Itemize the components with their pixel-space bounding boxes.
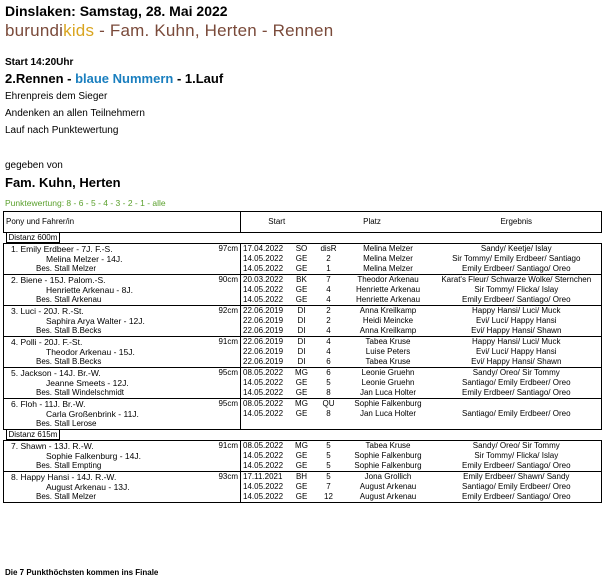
result-driver: Henriette Arkenau — [345, 295, 432, 306]
driver-cell — [4, 316, 241, 326]
result-podium: Emily Erdbeer/ Santiago/ Oreo — [432, 295, 602, 306]
table-row — [4, 492, 602, 503]
result-venue: DI — [297, 306, 306, 315]
result-place: 7 — [326, 275, 331, 284]
driver-name: Carla Großenbrink - 11J. — [46, 409, 139, 419]
driver-cell — [4, 451, 241, 461]
table-row — [4, 419, 602, 430]
driver-cell — [4, 285, 241, 295]
result-podium: Evi/ Happy Hansi/ Shawn — [432, 357, 602, 368]
brand-part-b: kids — [63, 21, 95, 40]
result-driver: Jona Grollich — [364, 472, 412, 481]
pony-height: 91cm — [218, 337, 238, 346]
result-driver: Jan Luca Holter — [359, 409, 417, 418]
pony-cell — [4, 399, 241, 410]
result-podium: Sandy/ Oreo/ Sir Tommy — [432, 441, 602, 452]
result-date: 14.05.2022 — [241, 461, 291, 472]
results-table — [3, 211, 602, 503]
driver-name: Saphira Arya Walter - 12J. — [46, 316, 145, 326]
table-row — [4, 347, 602, 357]
result-place: 5 — [326, 378, 331, 387]
result-venue — [291, 419, 313, 430]
stable-cell — [4, 461, 241, 472]
result-venue: GE — [291, 461, 313, 472]
distance-label: Distanz 600m — [6, 233, 61, 244]
header-start: Start — [241, 212, 313, 233]
pony-name: 2. Biene - 15J. Palom.-S. — [11, 275, 106, 285]
result-driver: Tabea Kruse — [345, 357, 432, 368]
result-podium: Sir Tommy/ Flicka/ Islay — [432, 451, 602, 461]
driver-name: Henriette Arkenau - 8J. — [46, 285, 133, 295]
result-date: 22.06.2019 — [241, 337, 291, 348]
result-podium: Emily Erdbeer/ Santiago/ Oreo — [432, 264, 602, 275]
table-row — [4, 285, 602, 295]
result-podium: Happy Hansi/ Luci/ Muck — [432, 306, 602, 317]
result-place: 2 — [326, 306, 331, 315]
driver-cell — [4, 482, 241, 492]
table-row — [4, 295, 602, 306]
result-driver: Sophie Falkenburg — [354, 399, 422, 408]
header-pony: Pony und Fahrer/in — [4, 212, 241, 233]
stable-cell — [4, 388, 241, 399]
result-podium: Emily Erdbeer/ Santiago/ Oreo — [432, 388, 602, 399]
pony-cell — [4, 306, 241, 317]
table-body — [4, 233, 602, 503]
table-row — [4, 441, 602, 452]
result-place: 5 — [326, 441, 331, 450]
pony-height: 91cm — [218, 441, 238, 450]
result-driver: August Arkenau — [345, 492, 432, 503]
result-venue: MG — [295, 399, 308, 408]
result-driver: Anna Kreilkamp — [359, 306, 417, 315]
result-podium: Santiago/ Emily Erdbeer/ Oreo — [432, 482, 602, 492]
pony-height: 95cm — [218, 399, 238, 408]
result-podium: Evi/ Luci/ Happy Hansi — [432, 316, 602, 326]
result-date: 14.05.2022 — [241, 409, 291, 419]
result-podium: Karat's Fleur/ Schwarze Wolke/ Sternchen — [432, 275, 602, 286]
result-driver: Sophie Falkenburg — [354, 451, 422, 460]
result-venue: GE — [291, 492, 313, 503]
result-venue: DI — [297, 347, 306, 356]
event-date: Dinslaken: Samstag, 28. Mai 2022 — [5, 3, 228, 19]
result-venue: GE — [295, 451, 308, 460]
table-header-row — [4, 212, 602, 233]
result-podium: Evi/ Happy Hansi/ Shawn — [432, 326, 602, 337]
result-place: 4 — [326, 285, 331, 294]
stable-name: Bes. Stall B.Becks — [36, 357, 102, 366]
table-row — [4, 264, 602, 275]
points-scheme: Punktewertung: 8 - 6 - 5 - 4 - 3 - 2 - 1 - alle — [5, 198, 166, 208]
prize-text: Ehrenpreis dem Sieger — [5, 91, 108, 102]
result-driver: Melina Melzer — [363, 254, 413, 263]
stable-cell — [4, 419, 241, 430]
driver-name: Jeanne Smeets - 12J. — [46, 378, 129, 388]
result-place: 5 — [326, 451, 331, 460]
result-podium: Emily Erdbeer/ Shawn/ Sandy — [432, 472, 602, 483]
result-driver: Henriette Arkenau — [355, 285, 421, 294]
result-driver: Melina Melzer — [345, 264, 432, 275]
result-podium: Emily Erdbeer/ Santiago/ Oreo — [432, 492, 602, 503]
result-venue: SO — [295, 244, 308, 253]
result-podium: Sandy/ Oreo/ Sir Tommy — [432, 368, 602, 379]
stable-cell — [4, 492, 241, 503]
result-driver: Tabea Kruse — [365, 441, 411, 450]
result-venue: DI — [291, 357, 313, 368]
result-driver: Anna Kreilkamp — [345, 326, 432, 337]
result-driver: Melina Melzer — [363, 244, 413, 253]
result-date: 08.05.2022 — [241, 399, 291, 410]
result-date: 14.05.2022 — [241, 285, 291, 295]
pony-name: 3. Luci - 20J. R.-St. — [11, 306, 84, 316]
result-venue: DI — [297, 316, 306, 325]
result-place: 4 — [326, 347, 331, 356]
given-by: Fam. Kuhn, Herten — [5, 175, 121, 190]
pony-cell — [4, 441, 241, 452]
result-date: 22.06.2019 — [241, 316, 291, 326]
result-place — [313, 419, 345, 430]
pony-height: 95cm — [218, 368, 238, 377]
race-title-a: 2.Rennen - — [5, 71, 76, 86]
brand-part-c: - Fam. Kuhn, Herten - Rennen — [94, 21, 334, 40]
result-date: 20.03.2022 — [241, 275, 291, 286]
pony-cell — [4, 275, 241, 286]
result-date: 22.06.2019 — [241, 306, 291, 317]
result-place: 2 — [326, 254, 331, 263]
stable-cell — [4, 295, 241, 306]
brand-part-a: burundi — [5, 21, 64, 40]
result-venue: GE — [295, 254, 308, 263]
table-row — [4, 306, 602, 317]
result-date: 14.05.2022 — [241, 388, 291, 399]
table-row — [4, 482, 602, 492]
result-date: 14.05.2022 — [241, 451, 291, 461]
result-venue: DI — [291, 326, 313, 337]
result-podium: Sandy/ Keetje/ Islay — [432, 244, 602, 255]
result-driver: Luise Peters — [365, 347, 411, 356]
result-podium — [432, 399, 602, 410]
result-podium: Santiago/ Emily Erdbeer/ Oreo — [432, 378, 602, 388]
result-place: 4 — [313, 326, 345, 337]
pony-cell — [4, 368, 241, 379]
pony-height: 93cm — [218, 472, 238, 481]
driver-name: Melina Melzer - 14J. — [46, 254, 123, 264]
table-row — [4, 368, 602, 379]
result-venue: GE — [295, 378, 308, 387]
race-title-b: blaue Nummern — [75, 71, 174, 86]
stable-cell — [4, 357, 241, 368]
given-label: gegeben von — [5, 160, 63, 171]
pony-height: 92cm — [218, 306, 238, 315]
result-driver: Jan Luca Holter — [345, 388, 432, 399]
result-place: 4 — [326, 337, 331, 346]
result-venue: GE — [291, 264, 313, 275]
result-date: 22.06.2019 — [241, 347, 291, 357]
table-row — [4, 326, 602, 337]
result-date: 14.05.2022 — [241, 482, 291, 492]
result-venue: BH — [295, 472, 308, 481]
distance-row — [4, 430, 602, 441]
result-driver: Leonie Gruehn — [361, 368, 415, 377]
result-date: 14.05.2022 — [241, 254, 291, 264]
result-podium: Sir Tommy/ Flicka/ Islay — [432, 285, 602, 295]
table-row — [4, 275, 602, 286]
result-podium: Emily Erdbeer/ Santiago/ Oreo — [432, 461, 602, 472]
result-date: 14.05.2022 — [241, 295, 291, 306]
result-venue: MG — [295, 368, 308, 377]
mode-text: Lauf nach Punktewertung — [5, 125, 119, 136]
header-place: Platz — [313, 212, 432, 233]
result-date: 14.05.2022 — [241, 492, 291, 503]
result-place: 5 — [326, 472, 331, 481]
pony-cell — [4, 472, 241, 483]
result-place: 6 — [313, 357, 345, 368]
result-place: 8 — [313, 388, 345, 399]
result-place: 12 — [313, 492, 345, 503]
pony-cell — [4, 337, 241, 348]
result-venue: GE — [295, 482, 308, 491]
result-place: 7 — [326, 482, 331, 491]
driver-cell — [4, 347, 241, 357]
result-date: 08.05.2022 — [241, 368, 291, 379]
result-date: 17.04.2022 — [241, 244, 291, 255]
stable-cell — [4, 264, 241, 275]
result-date: 08.05.2022 — [241, 441, 291, 452]
pony-name: 4. Polli - 20J. F.-St. — [11, 337, 83, 347]
result-date: 22.06.2019 — [241, 326, 291, 337]
distance-row — [4, 233, 602, 244]
table-row — [4, 378, 602, 388]
result-date: 14.05.2022 — [241, 378, 291, 388]
result-driver: Leonie Gruehn — [361, 378, 415, 387]
table-row — [4, 461, 602, 472]
stable-cell — [4, 326, 241, 337]
driver-cell — [4, 409, 241, 419]
result-podium — [432, 419, 602, 430]
result-podium: Santiago/ Emily Erdbeer/ Oreo — [432, 409, 602, 419]
stable-name: Bes. Stall Melzer — [36, 492, 97, 501]
result-place: disR — [320, 244, 337, 253]
pony-height: 90cm — [218, 275, 238, 284]
result-podium: Happy Hansi/ Luci/ Muck — [432, 337, 602, 348]
race-title-c: - 1.Lauf — [173, 71, 224, 86]
stable-name: Bes. Stall Empting — [36, 461, 102, 470]
result-date: 17.11.2021 — [241, 472, 291, 483]
pony-name: 7. Shawn - 13J. R.-W. — [11, 441, 94, 451]
table-row — [4, 399, 602, 410]
result-place: QU — [322, 399, 335, 408]
start-time: Start 14:20Uhr — [5, 57, 74, 68]
result-place: 6 — [326, 368, 331, 377]
result-driver: Sophie Falkenburg — [345, 461, 432, 472]
result-venue: GE — [291, 295, 313, 306]
pony-name: 1. Emily Erdbeer - 7J. F.-S. — [11, 244, 113, 254]
pony-height: 97cm — [218, 244, 238, 253]
result-place: 2 — [326, 316, 331, 325]
driver-name: Theodor Arkenau - 15J. — [46, 347, 135, 357]
table-row — [4, 244, 602, 255]
result-venue: BK — [296, 275, 307, 284]
result-driver: August Arkenau — [359, 482, 417, 491]
table-row — [4, 451, 602, 461]
pony-name: 6. Floh - 11J. Br.-W. — [11, 399, 86, 409]
stable-name: Bes. Stall Lerose — [36, 419, 97, 428]
event-brand — [5, 21, 333, 41]
result-date — [241, 419, 291, 430]
result-place: 5 — [313, 461, 345, 472]
driver-cell — [4, 254, 241, 264]
result-place: 8 — [326, 409, 331, 418]
stable-name: Bes. Stall Arkenau — [36, 295, 102, 304]
header-result: Ergebnis — [432, 212, 602, 233]
stable-name: Bes. Stall Windelschmidt — [36, 388, 125, 397]
result-venue: DI — [297, 337, 306, 346]
race-title — [5, 71, 223, 86]
result-driver: Heidi Meincke — [362, 316, 414, 325]
result-date: 14.05.2022 — [241, 264, 291, 275]
table-row — [4, 388, 602, 399]
driver-cell — [4, 378, 241, 388]
table-row — [4, 472, 602, 483]
stable-name: Bes. Stall B.Becks — [36, 326, 102, 335]
distance-label: Distanz 615m — [6, 430, 61, 441]
table-row — [4, 337, 602, 348]
table-row — [4, 409, 602, 419]
result-podium: Sir Tommy/ Emily Erdbeer/ Santiago — [432, 254, 602, 264]
result-driver: Tabea Kruse — [365, 337, 411, 346]
result-venue: GE — [295, 409, 308, 418]
result-driver: Theodor Arkenau — [357, 275, 419, 284]
pony-name: 5. Jackson - 14J. Br.-W. — [11, 368, 101, 378]
result-venue: GE — [291, 388, 313, 399]
pony-cell — [4, 244, 241, 255]
result-date: 22.06.2019 — [241, 357, 291, 368]
result-podium: Evi/ Luci/ Happy Hansi — [432, 347, 602, 357]
pony-name: 8. Happy Hansi - 14J. R.-W. — [11, 472, 117, 482]
driver-name: August Arkenau - 13J. — [46, 482, 130, 492]
result-place: 1 — [313, 264, 345, 275]
table-row — [4, 316, 602, 326]
table-row — [4, 254, 602, 264]
table-row — [4, 357, 602, 368]
result-venue: MG — [295, 441, 308, 450]
driver-name: Sophie Falkenburg - 14J. — [46, 451, 141, 461]
footer-note: Die 7 Punkthöchsten kommen ins Finale — [5, 568, 159, 577]
result-place: 4 — [313, 295, 345, 306]
result-driver — [345, 419, 432, 430]
memento-text: Andenken an allen Teilnehmern — [5, 108, 145, 119]
result-venue: GE — [295, 285, 308, 294]
stable-name: Bes. Stall Melzer — [36, 264, 97, 273]
